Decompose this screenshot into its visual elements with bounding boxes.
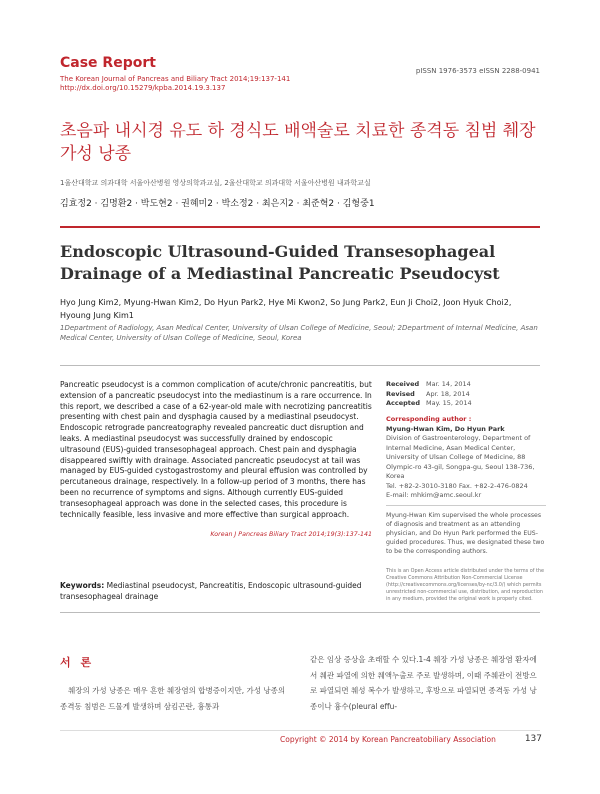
- corresponding-author: [386, 415, 546, 501]
- abstract-text: Pancreatic pseudocyst is a common complication of acute/chronic pancreatitis, but extension of a pancreatic pseudocyst into the mediastinum is a rare occurrence. In this report, we described a case of a 62-year-old male with necrotizing pancreatitis presenting with chest pain and dysphagia caused by a mediastinal pseudocyst. Endoscopic retrograde pancreatography revealed pancreatic duct disruption and leaks. A mediastinal pseudocyst was successfully drained by endoscopic ultrasound (EUS)-guided transesophageal approach. Chest pain and dysphagia disappeared swiftly with drainage. Associated pancreatic pseudocyst at tail was managed by EUS-guided cystogastrostomy and pleural effusion was controlled by percutaneous drainage, respectively. In a follow-up period of 3 months, there has been no recurrence of symptoms and signs. Although currently EUS-guided transesophageal approach was done in the selected cases, this procedure is technically feasible, less invasive and more effective than surgical approach.: [60, 380, 372, 519]
- footer-divider: [60, 730, 540, 731]
- keywords-label: Keywords:: [60, 581, 105, 590]
- english-title: Endoscopic Ultrasound-Guided Transesophageal Drainage of a Mediastinal Pancreatic Pseudocyst: [60, 242, 500, 283]
- corresponding-name: Myung-Hwan Kim, Do Hyun Park: [386, 424, 505, 433]
- author-note: Myung-Hwan Kim supervised the whole processes of diagnosis and treatment as an attending physician, and Do Hyun Park performed the EUS-guided procedures. Thus, we designated these two to be the corresponding authors.: [386, 505, 546, 556]
- accepted-label: Accepted: [386, 399, 420, 407]
- corresponding-heading: Corresponding author :: [386, 415, 472, 423]
- english-authors: Hyo Jung Kim2, Myung-Hwan Kim2, Do Hyun Park2, Hye Mi Kwon2, So Jung Park2, Eun Ji Choi2, Joon Hyuk Choi2, Hyoung Jung Kim1: [60, 298, 512, 320]
- section-title: 서 론: [60, 656, 95, 669]
- license-text: This is an Open Access article distributed under the terms of the Creative Commons Attribution Non-Commercial License (http://creativecommons.org/licenses/by-nc/3.0/) which permits unrestricted non-commercial use, distribution, and reproduction in any medium, provided the original work is properly cited.: [386, 568, 545, 602]
- body-divider: [60, 612, 540, 613]
- korean-affiliation: 1울산대학교 의과대학 서울아산병원 영상의학과교실, 2울산대학교 의과대학 서울아산병원 내과학교실: [60, 179, 371, 187]
- journal-citation: [60, 75, 290, 93]
- page-number: 137: [524, 734, 542, 744]
- abstract-citation: Korean J Pancreas Biliary Tract 2014;19(3):137-141: [210, 531, 372, 538]
- title-divider: [60, 226, 540, 228]
- corresponding-email[interactable]: E-mail: mhkim@amc.seoul.kr: [386, 491, 482, 499]
- journal-name: The Korean Journal of Pancreas and Biliary Tract 2014;19:137-141: [60, 75, 291, 83]
- revised-label: Revised: [386, 389, 415, 398]
- body-left-column: 췌장의 가성 낭종은 매우 흔한 췌장염의 합병증이지만, 가성 낭종의 종격동 침범은 드물게 발생하며 삼킴곤란, 흉통과: [60, 686, 286, 711]
- body-right-column: 같은 임상 증상을 초래할 수 있다.1-4 췌장 가성 낭종은 췌장염 환자에서 췌관 파열에 의한 췌액누출로 주로 발생하며, 이때 주췌관이 전방으로 파열되면 췌성 복수가 발생하고, 후방으로 파열되면 종격동 가성 낭종이나 흉수(pleural effu-: [310, 655, 537, 711]
- article-dates: [386, 380, 472, 409]
- corresponding-contact: Tel. +82-2-3010-3180 Fax. +82-2-476-0824: [386, 481, 528, 490]
- received-date: Mar. 14, 2014: [426, 380, 471, 388]
- korean-title: 초음파 내시경 유도 하 경식도 배액술로 치료한 종격동 침범 췌장 가성 낭종: [60, 121, 536, 164]
- keywords-text: Mediastinal pseudocyst, Pancreatitis, Endoscopic ultrasound-guided transesophageal drainage: [60, 581, 362, 601]
- doi-link[interactable]: http://dx.doi.org/10.15279/kpba.2014.19.3.137: [60, 84, 226, 92]
- abstract-divider: [60, 365, 540, 366]
- korean-authors: 김효정2 · 김명환2 · 박도현2 · 권혜미2 · 박소정2 · 최은지2 · 최준혁2 · 김형중1: [60, 199, 375, 209]
- corresponding-address: Division of Gastroenterology, Department of Internal Medicine, Asan Medical Center, University of Ulsan College of Medicine, 88 Olympic-ro 43-gil, Songpa-gu, Seoul 138-736, Korea: [386, 434, 535, 480]
- case-report-label: Case Report: [60, 55, 156, 71]
- accepted-date: May. 15, 2014: [426, 399, 472, 407]
- keywords: [60, 580, 372, 602]
- received-label: Received: [386, 380, 420, 388]
- english-affiliation: 1Department of Radiology, Asan Medical Center, University of Ulsan College of Medicine, Seoul; 2Department of Internal Medicine, Asan Medical Center, University of Ulsan College of Medicine, Seoul, Korea: [60, 324, 538, 342]
- issn: pISSN 1976-3573 eISSN 2288-0941: [415, 67, 540, 75]
- revised-date: Apr. 18, 2014: [426, 389, 470, 398]
- copyright: Copyright © 2014 by Korean Pancreatobiliary Association: [280, 735, 496, 744]
